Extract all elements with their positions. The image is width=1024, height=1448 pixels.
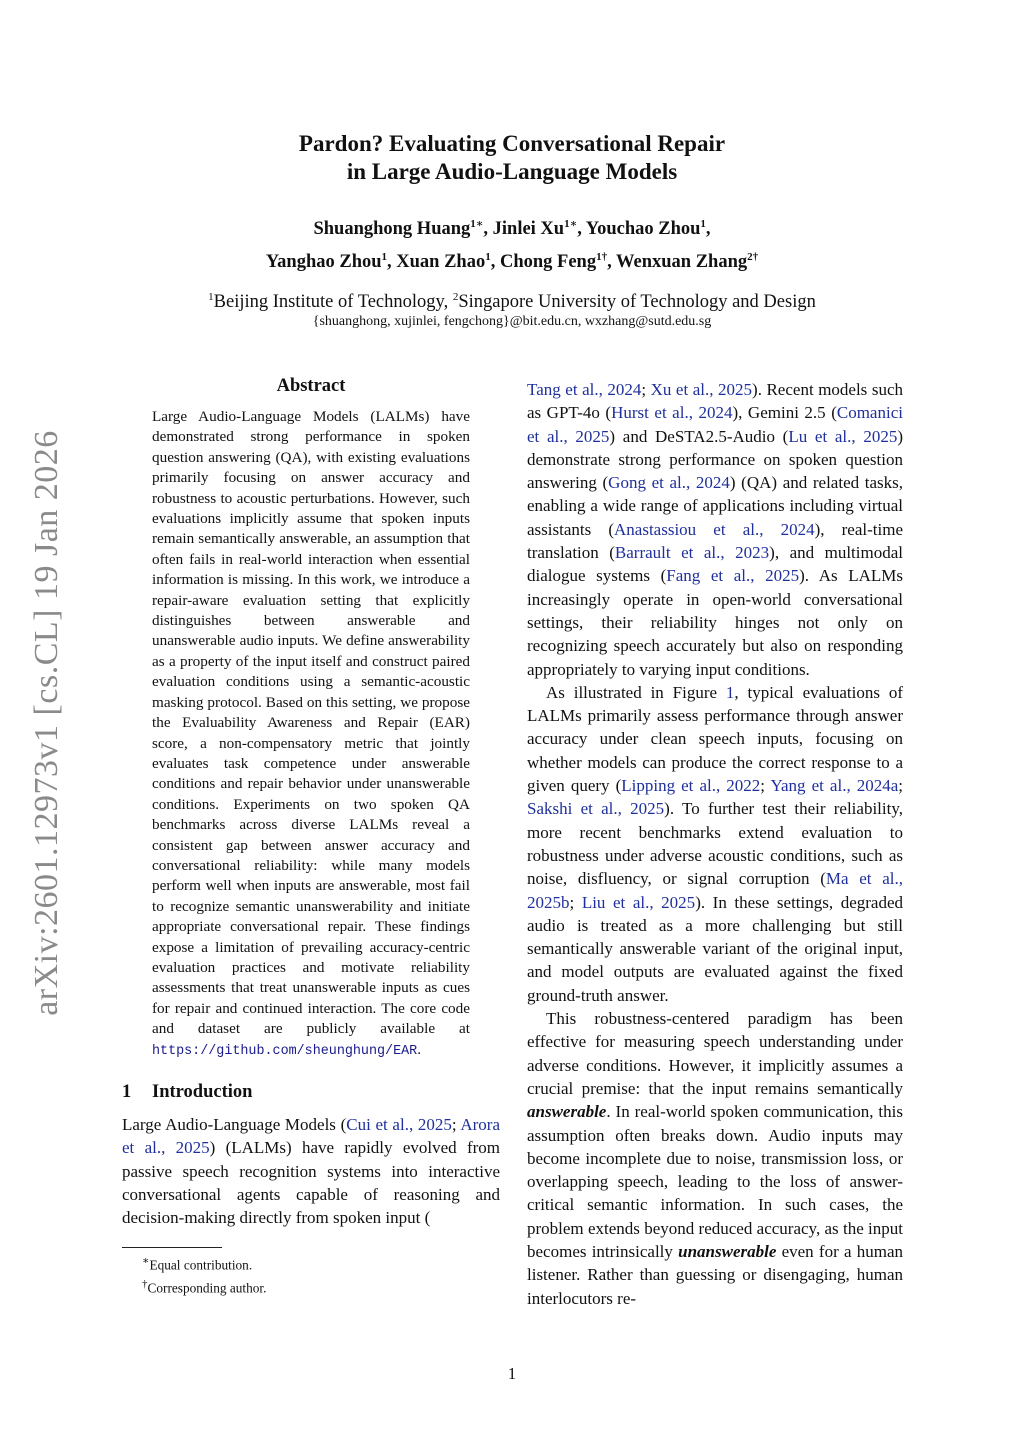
section-number: 1 (122, 1082, 132, 1102)
citation-link[interactable]: Hurst et al., 2024 (611, 403, 733, 423)
author-affil-mark: 1∗ (564, 218, 578, 230)
text-run: ) (LALMs) have rapidly evolved from passive speech recognition systems into interactive conversational agents capable of reasoning and decision-making directly from spoken input ( (122, 1138, 500, 1228)
author-affil-mark: 1 (381, 251, 388, 264)
title-line-2: in Large Audio-Language Models (346, 159, 678, 184)
citation-link[interactable]: Barrault et al., 2023 (614, 543, 770, 563)
page-number: 1 (507, 1364, 517, 1383)
figure-ref-link[interactable]: 1 (725, 682, 735, 702)
title-line-1: Pardon? Evaluating Conversational Repair (298, 131, 726, 156)
footnote-divider (122, 1247, 222, 1248)
arxiv-side-stamp (22, 428, 72, 1018)
code-link[interactable]: https://github.com/sheunghung/EAR (152, 1043, 418, 1059)
abstract-period: . (417, 1040, 421, 1058)
text-run: ), and multimodal dialogue systems ( (527, 543, 903, 586)
text-run: ), real-time translation ( (527, 519, 903, 563)
author-line-2: Yanghao Zhou$^1$, Xuan Zhao$^1$, Chong Feng$^{1\dagger}$, Wenxuan Zhang$^{2\dagger}$ (265, 251, 759, 273)
text-run: , typical evaluations of LALMs primarily assess performance through answer accuracy under clean speech inputs, focusing on whether models can produce the correct response to a given query ( (527, 682, 904, 796)
citation-link[interactable]: Lu et al., 2025 (788, 426, 898, 446)
text-run: Large Audio-Language Models ( (122, 1115, 347, 1134)
citation-link[interactable]: Liu et al., 2025 (581, 892, 696, 912)
footnote-text: Corresponding author. (147, 1280, 267, 1296)
author-name: Chong Feng (499, 252, 597, 273)
author-line-1: Shuanghong Huang$^{1∗}$, Jinlei $Xu^{1∗}$, Youchao Zhou$^1$, (313, 218, 711, 240)
text-run: ). Recent models such as GPT-4o ( (527, 380, 903, 423)
citation-link[interactable]: Sakshi et al., 2025 (527, 799, 665, 819)
author-affil-mark: 1† (596, 251, 608, 264)
text-run: ; (641, 380, 651, 399)
left-column (122, 376, 500, 1297)
text-run: This robustness-centered paradigm has been effective for measuring speech understanding under adverse conditions. However, it implicitly assumes a crucial premise: that the input remains semantically (527, 1009, 903, 1098)
text-run: ; (569, 892, 582, 912)
arxiv-identifier: arXiv:2601.12973v1 [cs.CL] 19 Jan 2026 (28, 430, 66, 1016)
text-run: As illustrated in Figure (546, 682, 726, 702)
author-affil-mark: 1∗ (470, 218, 484, 230)
author-affil-mark: 2† (747, 251, 759, 264)
text-run: ), Gemini 2.5 ( (732, 403, 837, 423)
paper-title (0, 130, 1024, 186)
author-name: Yanghao Zhou (265, 252, 382, 273)
intro-paragraph-1-start (122, 1113, 500, 1229)
author-name: Jinlei Xu (492, 219, 565, 240)
abstract-text: Large Audio-Language Models (LALMs) have demonstrated strong performance in spoken question answering (QA), with existing evaluations primarily focusing on answer accuracy and robustness to acoustic perturbations. However, such evaluations implicitly assume that spoken inputs remain semantically answerable, an assumption that often fails in real-world interaction when essential information is missing. In this work, we introduce a repair-aware evaluation setting that explicitly distinguishes between answerable and unanswerable audio inputs. We define answerability as a property of the input itself and construct paired evaluation conditions using a semantic-acoustic masking protocol. Based on this setting, we propose the Evaluability Awareness and Repair (EAR) score, a non-compensatory metric that jointly evaluates task competence under answerable conditions and repair behavior under unanswerable conditions. Experiments on two spoken QA benchmarks across diverse LALMs reveal a consistent gap between answer accuracy and conversational reliability: while many models perform well when inputs are answerable, most fail to recognize semantic unanswerability and initiate appropriate conversational repair. These findings expose a limitation of prevailing accuracy-centric evaluation practices and motivate reliability assessments that treat unanswerable inputs as cues for repair and continued interaction. The core code and dataset are publicly available at (152, 408, 470, 1038)
citation-link[interactable]: Ma et al., 2025b (527, 869, 904, 912)
text-run: . In real-world spoken communication, this assumption often breaks down. Audio inputs may become incomplete due to noise, transmission loss, or overlapping speech, leading to the loss of answer-critical semantic information. In such cases, the problem extends beyond reduced accuracy, as the input becomes intrinsically (527, 1102, 903, 1261)
author-name: Xuan Zhao (396, 252, 486, 273)
author-name: Youchao Zhou (585, 219, 701, 240)
affil-mark: 2 (452, 291, 459, 303)
abstract-body (152, 407, 470, 1062)
text-run: ; (451, 1115, 461, 1134)
right-column (527, 378, 903, 1310)
affil-mark: 1 (208, 291, 214, 303)
text-run: ) demonstrate strong performance on spoken question answering ( (527, 426, 903, 493)
section-title: Introduction (152, 1082, 253, 1102)
author-name: Shuanghong Huang (313, 219, 471, 240)
citation-link[interactable]: Tang et al., 2024 (527, 380, 642, 399)
citation-link[interactable]: Cui et al., 2025 (346, 1115, 452, 1134)
author-name: Wenxuan Zhang (616, 252, 748, 273)
intro-paragraph-1-cont (527, 378, 903, 681)
abstract-heading: Abstract (276, 376, 346, 396)
author-emails: {shuanghong, xujinlei, fengchong}@bit.edu.cn, wxzhang@sutd.edu.sg (312, 314, 712, 329)
footnote-text: Equal contribution. (149, 1257, 253, 1273)
author-list (0, 210, 1024, 276)
section-heading (122, 1082, 500, 1103)
text-run: ). As LALMs increasingly operate in open-world conversational settings, their reliability hinges not only on recognizing speech accurately but also on responding appropriately to varying input conditions. (527, 566, 903, 679)
text-run: ). In these settings, degraded audio is treated as a more challenging but still semantically answerable variant of the original input, and model outputs are evaluated against the fixed ground-truth answer. (527, 892, 903, 1005)
citation-link[interactable]: Comanici et al., 2025 (527, 403, 903, 446)
emphasis-answerable: answerable (527, 1102, 607, 1122)
author-affil-mark: 1 (700, 218, 706, 230)
emphasis-unanswerable: unanswerable (678, 1241, 777, 1261)
intro-paragraph-3 (527, 1007, 903, 1310)
author-affil-mark: 1 (485, 251, 491, 264)
footnote-equal-contribution (122, 1252, 500, 1274)
footnote-corresponding (122, 1275, 500, 1297)
text-run: ) (QA) and related tasks, enabling a wide range of applications including virtual assistants ( (527, 473, 903, 539)
footnote-mark: ∗ (142, 1255, 150, 1268)
intro-paragraph-2 (527, 681, 903, 1007)
citation-link[interactable]: Fang et al., 2025 (666, 566, 800, 586)
affiliation-1: Beijing Institute of Technology, (213, 292, 449, 313)
text-run: ) and DeSTA2.5-Audio ( (609, 426, 789, 446)
citation-link[interactable]: Xu et al., 2025 (650, 380, 753, 399)
text-run: ). To further test their reliability, more recent benchmarks extend evaluation to robustness under adverse acoustic conditions, such as noise, disfluency, or signal corruption ( (527, 799, 903, 889)
citation-link[interactable]: Gong et al., 2024 (608, 473, 730, 493)
text-run: ; (760, 776, 771, 796)
affiliations (0, 284, 1024, 315)
citation-link[interactable]: Yang et al., 2024a (770, 776, 899, 796)
citation-link[interactable]: Arora et al., 2025 (122, 1115, 500, 1158)
footnote-mark: † (142, 1277, 148, 1290)
affiliation-2: Singapore University of Technology and Design (458, 292, 816, 313)
citation-link[interactable]: Lipping et al., 2022 (621, 776, 761, 796)
text-run: ; (898, 776, 904, 796)
citation-link[interactable]: Anastassiou et al., 2024 (614, 519, 815, 539)
text-run: even for a human listener. Rather than guessing or disengaging, human interlocutors re- (527, 1241, 903, 1308)
